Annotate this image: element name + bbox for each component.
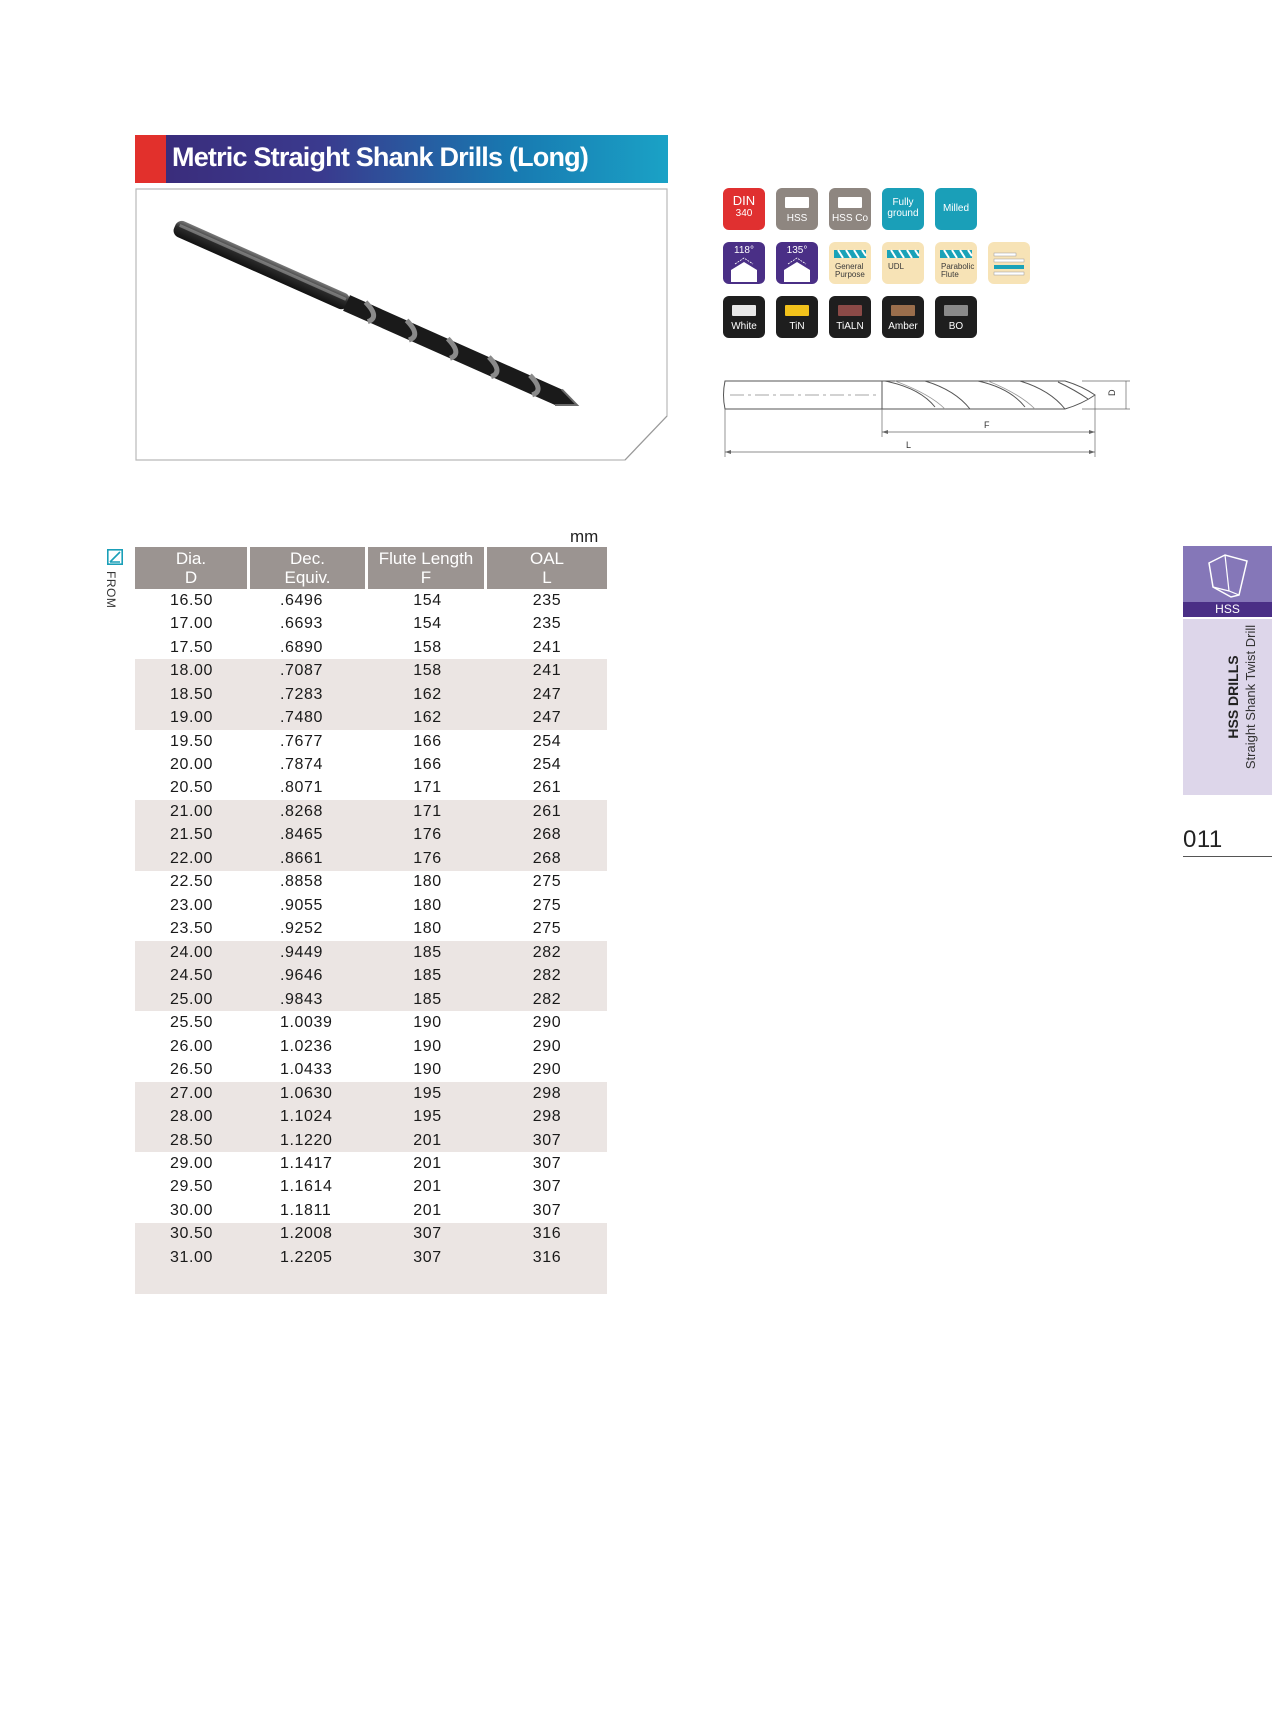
cell-dia: 16.50 [170, 591, 214, 609]
header-oal [487, 547, 607, 589]
diagram-d-label: D [1107, 389, 1117, 396]
cell-dec-equiv: 1.0433 [280, 1061, 333, 1079]
cell-oal: 290 [532, 1014, 562, 1032]
cell-dia: 24.50 [135, 965, 250, 988]
cell-flute-length: 307 [368, 1246, 487, 1269]
badge-label: TiN [789, 321, 805, 332]
cell-oal: 247 [487, 683, 607, 706]
cell-flute-length: 158 [413, 638, 442, 656]
cell-oal: 307 [532, 1154, 562, 1172]
drill-photo-image [135, 188, 668, 461]
cell-oal: 316 [487, 1246, 607, 1269]
product-photo [135, 188, 668, 461]
cell-dia: 30.50 [135, 1223, 250, 1246]
cell-dia: 22.50 [170, 873, 214, 891]
cell-dec-equiv: .6496 [280, 591, 324, 609]
cell-flute-length: 195 [368, 1082, 487, 1105]
cell-flute-length: 171 [413, 779, 442, 797]
cell-oal: 261 [487, 800, 607, 823]
material-badge [776, 188, 818, 230]
cell-dia: 30.00 [170, 1201, 214, 1219]
table-row [135, 589, 607, 612]
cell-dec-equiv: .9843 [250, 988, 368, 1011]
cell-dec-equiv: 1.0039 [280, 1014, 333, 1032]
side-tab-title: HSS DRILLS [1225, 655, 1241, 739]
drill-size-table [135, 547, 607, 1270]
cell-dec-equiv: .8268 [250, 800, 368, 823]
badge-label-line2: ground [887, 208, 919, 219]
cell-dec-equiv: .8465 [250, 824, 368, 847]
cell-oal: 307 [532, 1201, 562, 1219]
header-dec-line2: Equiv. [284, 568, 331, 587]
cell-dia: 25.50 [170, 1014, 214, 1032]
table-row [135, 1105, 607, 1128]
cell-flute-length: 190 [413, 1037, 442, 1055]
badge-label: Milled [942, 203, 970, 214]
cell-flute-length: 176 [368, 824, 487, 847]
cell-oal: 235 [532, 615, 562, 633]
from-label [104, 571, 124, 611]
cell-dia: 19.00 [135, 706, 250, 729]
coating-badge [882, 296, 924, 338]
cell-dec-equiv: .9252 [280, 920, 324, 938]
badge-label: Amber [888, 321, 918, 332]
point-angle-glyph [723, 242, 765, 284]
cell-oal: 275 [532, 920, 562, 938]
header-dia-line1: Dia. [175, 549, 207, 568]
badge-label: HSS [786, 213, 808, 224]
flute-glyph [988, 242, 1030, 284]
cell-flute-length: 180 [413, 873, 442, 891]
table-row [135, 612, 607, 635]
header-oal-line1: OAL [529, 549, 565, 568]
side-tab [1183, 619, 1272, 795]
badge-label [723, 195, 765, 219]
cell-dec-equiv: .9055 [280, 896, 324, 914]
title-accent [135, 135, 166, 183]
cell-dec-equiv: .7874 [280, 756, 324, 774]
finish-badge [882, 188, 924, 230]
header-dia-line2: D [184, 568, 198, 587]
table-row [135, 706, 607, 729]
cell-oal: 290 [532, 1061, 562, 1079]
table-row [135, 1058, 607, 1081]
badge-label [882, 197, 924, 219]
table-row [135, 777, 607, 800]
cell-dec-equiv: 1.1024 [250, 1105, 368, 1128]
header-flute-line2: F [420, 568, 432, 587]
table-row [135, 1223, 607, 1246]
cell-dec-equiv: 1.1220 [250, 1129, 368, 1152]
cell-dia: 21.00 [135, 800, 250, 823]
cell-oal: 254 [532, 756, 562, 774]
cell-dec-equiv: .8661 [250, 847, 368, 870]
drill-tip-icon [1195, 551, 1259, 599]
cell-flute-length: 201 [368, 1129, 487, 1152]
cell-flute-length: 166 [413, 756, 442, 774]
table-row [135, 965, 607, 988]
cell-dia: 17.00 [170, 615, 214, 633]
table-row [135, 636, 607, 659]
badge-swatch [838, 197, 862, 208]
cell-dia: 18.50 [135, 683, 250, 706]
cell-oal: 268 [487, 824, 607, 847]
header-dia [135, 547, 250, 589]
table-row [135, 659, 607, 682]
badge-label: BO [948, 321, 964, 332]
cell-dia: 19.50 [170, 732, 214, 750]
cell-oal: 282 [487, 965, 607, 988]
finish-badge [935, 188, 977, 230]
cell-oal: 254 [532, 732, 562, 750]
cell-oal: 241 [532, 638, 562, 656]
cell-flute-length: 171 [368, 800, 487, 823]
side-tab-header [1183, 546, 1272, 617]
cell-flute-length: 180 [413, 896, 442, 914]
cell-dia: 24.00 [135, 941, 250, 964]
unit-label: mm [570, 527, 599, 546]
table-header-row [135, 547, 607, 589]
cell-oal: 307 [487, 1129, 607, 1152]
cell-dec-equiv: 1.2008 [250, 1223, 368, 1246]
cell-dia: 28.00 [135, 1105, 250, 1128]
cell-dec-equiv: 1.1417 [280, 1154, 333, 1172]
badge-swatch [785, 197, 809, 208]
cell-dia: 26.50 [170, 1061, 214, 1079]
cell-flute-length: 201 [413, 1154, 442, 1172]
badge-label-line1: DIN [732, 193, 756, 208]
cell-oal: 268 [487, 847, 607, 870]
cell-dec-equiv: .6890 [280, 638, 324, 656]
cell-flute-length: 307 [368, 1223, 487, 1246]
badge-label: TiALN [836, 321, 864, 332]
table-body [135, 589, 607, 1270]
cell-oal: 290 [532, 1037, 562, 1055]
table-row [135, 753, 607, 776]
cell-flute-length: 158 [368, 659, 487, 682]
page-number-rule [1183, 856, 1272, 857]
header-oal-line2: L [542, 568, 552, 587]
table-row [135, 988, 607, 1011]
diagram-l-label: L [906, 440, 912, 450]
cell-oal: 275 [532, 896, 562, 914]
cell-dia: 22.00 [135, 847, 250, 870]
header-dec-equiv [250, 547, 368, 589]
point-angle-badge [776, 242, 818, 284]
badge-label-line2: Purpose [835, 270, 865, 279]
side-tab-subtitle: Straight Shank Twist Drill [1243, 624, 1258, 770]
header-flute-length [368, 547, 487, 589]
badge-label [888, 263, 924, 271]
cell-dia: 23.00 [170, 896, 214, 914]
cell-flute-length: 195 [368, 1105, 487, 1128]
cell-dec-equiv: .7087 [250, 659, 368, 682]
badge-label-line1: Fully [892, 197, 914, 208]
cell-dia: 18.00 [135, 659, 250, 682]
diagram-f-label: F [984, 420, 990, 430]
table-row [135, 1129, 607, 1152]
side-tab-badge: HSS [1183, 602, 1272, 617]
coating-color-swatch [732, 305, 756, 316]
cell-oal: 235 [532, 591, 562, 609]
cell-oal: 316 [487, 1223, 607, 1246]
cell-dec-equiv: .8858 [280, 873, 324, 891]
cell-dia: 20.50 [170, 779, 214, 797]
cell-dia: 23.50 [170, 920, 214, 938]
table-row [135, 800, 607, 823]
cell-dec-equiv: 1.1614 [280, 1178, 333, 1196]
badge-label-line1: UDL [888, 262, 905, 271]
cell-oal: 275 [532, 873, 562, 891]
cell-dec-equiv: 1.1811 [280, 1201, 332, 1219]
from-label-text: FROM [104, 571, 118, 609]
point-angle-glyph [776, 242, 818, 284]
badge-label-line2: Flute [941, 270, 959, 279]
table-row [135, 730, 607, 753]
cell-flute-length: 185 [368, 965, 487, 988]
cell-oal: 241 [487, 659, 607, 682]
cell-dec-equiv: .7480 [250, 706, 368, 729]
cell-dec-equiv: .8071 [280, 779, 324, 797]
lines-badge [988, 242, 1030, 284]
table-row [135, 1246, 607, 1269]
cell-oal: 282 [487, 941, 607, 964]
cell-oal: 298 [487, 1105, 607, 1128]
cell-dec-equiv: .9646 [250, 965, 368, 988]
table-row [135, 1082, 607, 1105]
flute-badge [935, 242, 977, 284]
side-tab-text [1225, 609, 1265, 785]
cell-flute-length: 154 [413, 591, 442, 609]
table-row [135, 1011, 607, 1034]
cell-flute-length: 190 [413, 1014, 442, 1032]
coating-color-swatch [838, 305, 862, 316]
point-angle-badge [723, 242, 765, 284]
badge-label-line1: General [835, 262, 864, 271]
cell-oal: 261 [532, 779, 562, 797]
cell-dia: 28.50 [135, 1129, 250, 1152]
table-row [135, 1199, 607, 1222]
cell-oal: 298 [487, 1082, 607, 1105]
cell-dia: 26.00 [170, 1037, 214, 1055]
table-row [135, 1176, 607, 1199]
cell-flute-length: 190 [413, 1061, 442, 1079]
page-number: 011 [1183, 826, 1223, 853]
table-row [135, 871, 607, 894]
cell-dia: 17.50 [170, 638, 214, 656]
coating-color-swatch [944, 305, 968, 316]
cell-flute-length: 201 [413, 1178, 442, 1196]
cell-dec-equiv: 1.2205 [250, 1246, 368, 1269]
cell-flute-length: 180 [413, 920, 442, 938]
flute-badge [829, 242, 871, 284]
cell-flute-length: 154 [413, 615, 442, 633]
cell-dec-equiv: .7283 [250, 683, 368, 706]
badge-label [835, 263, 871, 279]
page-title: Metric Straight Shank Drills (Long) [172, 142, 589, 172]
cell-dec-equiv: .6693 [280, 615, 324, 633]
badge-label: HSS Co [831, 213, 869, 224]
coating-color-swatch [891, 305, 915, 316]
coating-color-swatch [785, 305, 809, 316]
standard-badge [723, 188, 765, 230]
table-row [135, 847, 607, 870]
coating-badge [935, 296, 977, 338]
title-banner [135, 135, 668, 183]
drill-dimension-diagram [720, 372, 1140, 462]
badge-label: 135° [786, 245, 808, 256]
cell-flute-length: 185 [368, 988, 487, 1011]
coating-badge [723, 296, 765, 338]
cell-oal: 282 [487, 988, 607, 1011]
header-dec-line1: Dec. [290, 549, 325, 568]
cell-oal: 307 [532, 1178, 562, 1196]
from-marker-icon [107, 549, 123, 565]
table-row [135, 824, 607, 847]
cell-dia: 29.00 [170, 1154, 214, 1172]
cell-dia: 21.50 [135, 824, 250, 847]
cell-dia: 29.50 [170, 1178, 214, 1196]
cell-flute-length: 185 [368, 941, 487, 964]
table-row [135, 683, 607, 706]
material-badge [829, 188, 871, 230]
table-row [135, 894, 607, 917]
cell-dia: 27.00 [135, 1082, 250, 1105]
cell-dec-equiv: .7677 [280, 732, 324, 750]
cell-flute-length: 166 [413, 732, 442, 750]
badge-label-line1: Parabolic [941, 262, 975, 271]
cell-dec-equiv: .9449 [250, 941, 368, 964]
coating-badge [776, 296, 818, 338]
cell-flute-length: 201 [413, 1201, 442, 1219]
badge-label: 118° [734, 245, 754, 256]
cell-dia: 31.00 [135, 1246, 250, 1269]
table-footer-band [135, 1270, 607, 1294]
cell-dia: 20.00 [170, 756, 214, 774]
table-row [135, 918, 607, 941]
table-row [135, 1035, 607, 1058]
cell-flute-length: 162 [368, 683, 487, 706]
cell-flute-length: 176 [368, 847, 487, 870]
cell-flute-length: 162 [368, 706, 487, 729]
badge-label: White [731, 321, 757, 332]
cell-dec-equiv: 1.0236 [280, 1037, 333, 1055]
cell-oal: 247 [487, 706, 607, 729]
table-row [135, 941, 607, 964]
flute-badge [882, 242, 924, 284]
badge-label [941, 263, 977, 279]
header-flute-line1: Flute Length [378, 549, 474, 568]
badge-label-line2: 340 [735, 208, 753, 219]
cell-dia: 25.00 [135, 988, 250, 1011]
table-row [135, 1152, 607, 1175]
coating-badge [829, 296, 871, 338]
cell-dec-equiv: 1.0630 [250, 1082, 368, 1105]
